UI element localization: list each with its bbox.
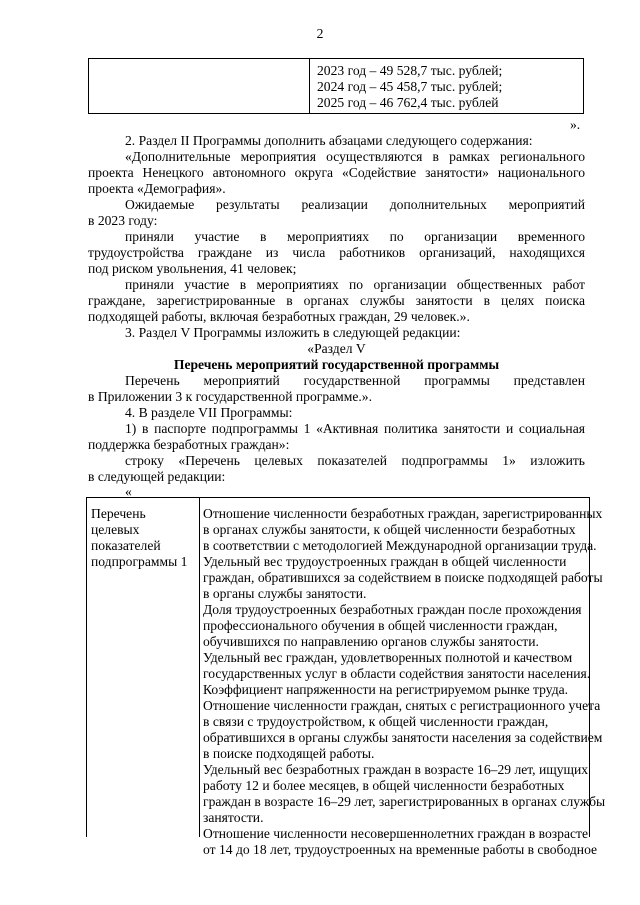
paragraph-line: проекта Ненецкого автономного округа «Содействие занятости» национального bbox=[88, 165, 585, 180]
table-divider bbox=[309, 59, 310, 113]
indicator-line: Коэффициент напряженности на регистрируемом рынке труда. bbox=[203, 682, 569, 697]
header-line: подпрограммы 1 bbox=[91, 554, 188, 569]
paragraph-line: трудоустройства граждане из числа работников организаций, находящихся bbox=[88, 245, 585, 260]
budget-row-2024: 2024 год – 45 458,7 тыс. рублей; bbox=[317, 79, 503, 94]
indicators-header-cell bbox=[91, 506, 195, 570]
indicator-line: Отношение численности безработных граждан, зарегистрированных bbox=[203, 506, 603, 521]
paragraph-line: приняли участие в мероприятиях по организации временного bbox=[125, 229, 585, 244]
paragraph-line: Ожидаемые результаты реализации дополнительных мероприятий bbox=[125, 197, 585, 212]
paragraph-line: под риском увольнения, 41 человек; bbox=[88, 261, 297, 276]
paragraph-line: в 2023 году: bbox=[88, 213, 158, 228]
paragraph-line: подходящей работы, включая безработных граждан, 29 человек.». bbox=[88, 309, 470, 324]
indicators-table bbox=[86, 497, 606, 857]
budget-cell bbox=[317, 63, 502, 111]
budget-row-2023: 2023 год – 49 528,7 тыс. рублей; bbox=[317, 63, 503, 78]
paragraph-line: поддержка безработных граждан»: bbox=[88, 437, 290, 452]
section2-lead: 2. Раздел II Программы дополнить абзацами следующего содержания: bbox=[125, 133, 533, 148]
paragraph-line: приняли участие в мероприятиях по организации общественных работ bbox=[125, 277, 585, 292]
indicator-line: граждан в возрасте 16–29 лет, зарегистрированных в органах службы bbox=[203, 794, 606, 809]
section-heading-title: Перечень мероприятий государственной программы bbox=[173, 357, 500, 372]
paragraph-line: граждане, зарегистрированные в органах службы занятости в целях поиска bbox=[88, 293, 585, 308]
indicator-line: от 14 до 18 лет, трудоустроенных на временные работы в свободное bbox=[203, 842, 598, 857]
indicator-line: Удельный вес безработных граждан в возрасте 16–29 лет, ищущих bbox=[203, 762, 589, 777]
paragraph-line: 1) в паспорте подпрограммы 1 «Активная политика занятости и социальная bbox=[125, 421, 585, 436]
paragraph-line: Перечень мероприятий государственной программы представлен bbox=[125, 373, 585, 388]
section4-lead: 4. В разделе VII Программы: bbox=[125, 405, 293, 420]
indicator-line: Удельный вес трудоустроенных граждан в общей численности bbox=[203, 554, 567, 569]
page-number: 2 bbox=[316, 26, 324, 41]
indicator-line: в соответствии с методологией Международной организации труда. bbox=[203, 538, 597, 553]
paragraph-line: в Приложении 3 к государственной программе.». bbox=[88, 389, 373, 404]
closing-quote: ». bbox=[570, 117, 581, 132]
indicator-line: Доля трудоустроенных безработных граждан после прохождения bbox=[203, 602, 582, 617]
indicator-line: граждан, обратившихся за содействием в поиске подходящей работы bbox=[203, 570, 603, 585]
indicator-line: обратившихся в органы службы занятости населения за содействием bbox=[203, 730, 603, 745]
indicator-line: занятости. bbox=[203, 810, 264, 825]
section3-lead: 3. Раздел V Программы изложить в следующей редакции: bbox=[125, 325, 461, 340]
budget-table bbox=[88, 58, 584, 114]
paragraph-line: строку «Перечень целевых показателей подпрограммы 1» изложить bbox=[125, 453, 585, 468]
indicator-line: в связи с трудоустройством, к общей численности граждан, bbox=[203, 714, 549, 729]
indicator-line: государственных услуг в области содействия занятости населения. bbox=[203, 666, 591, 681]
section-heading: «Раздел V bbox=[307, 341, 366, 356]
indicator-line: Отношение численности несовершеннолетних граждан в возрасте bbox=[203, 826, 588, 841]
indicator-line: обучившихся по направлению органов службы занятости. bbox=[203, 634, 539, 649]
table-divider bbox=[199, 498, 200, 837]
indicator-line: работу 12 и более месяцев, в общей численности безработных bbox=[203, 778, 565, 793]
budget-row-2025: 2025 год – 46 762,4 тыс. рублей bbox=[317, 95, 499, 110]
indicator-line: в органы службы занятости. bbox=[203, 586, 367, 601]
open-quote: « bbox=[125, 484, 132, 499]
header-line: Перечень целевых bbox=[91, 506, 146, 537]
paragraph-line: проекта «Демография». bbox=[88, 181, 226, 196]
indicators-list-cell bbox=[203, 506, 606, 858]
indicator-line: в поиске подходящей работы. bbox=[203, 746, 375, 761]
paragraph-line: в следующей редакции: bbox=[88, 469, 226, 484]
indicator-line: профессионального обучения в общей численности граждан, bbox=[203, 618, 558, 633]
indicator-line: в органах службы занятости, к общей численности безработных bbox=[203, 522, 576, 537]
header-line: показателей bbox=[91, 538, 161, 553]
paragraph-line: «Дополнительные мероприятия осуществляются в рамках регионального bbox=[125, 149, 585, 164]
indicator-line: Удельный вес граждан, удовлетворенных полнотой и качеством bbox=[203, 650, 573, 665]
indicator-line: Отношение численности граждан, снятых с регистрационного учета bbox=[203, 698, 601, 713]
